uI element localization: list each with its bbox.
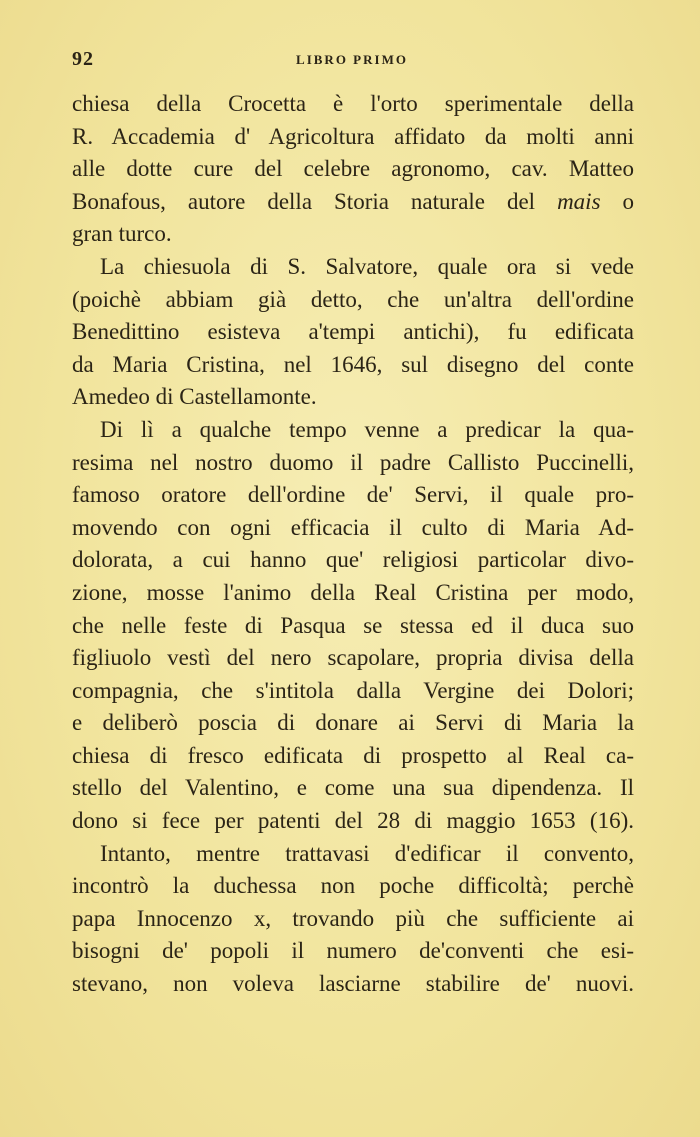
text-line: resima nel nostro duomo il padre Callisto Puccinelli, bbox=[72, 449, 634, 475]
text-line: zione, mosse l'animo della Real Cristina per modo, bbox=[72, 579, 634, 605]
paragraph bbox=[72, 88, 634, 251]
text-line: dono si fece per patenti del 28 di maggio 1653 (16). bbox=[72, 808, 634, 834]
text-line: e deliberò poscia di donare ai Servi di Maria la bbox=[72, 710, 634, 736]
italic-term: mais bbox=[557, 188, 601, 214]
text-line: Intanto, mentre trattavasi d'edificar il convento, bbox=[100, 840, 634, 866]
body-text bbox=[72, 88, 634, 1001]
text-line: stevano, non voleva lasciarne stabilire de' nuovi. bbox=[72, 971, 634, 997]
text-line: papa Innocenzo x, trovando più che sufficiente ai bbox=[72, 905, 634, 931]
text-line: figliuolo vestì del nero scapolare, propria divisa della bbox=[72, 645, 634, 671]
text-segment: o bbox=[600, 188, 634, 214]
text-line: incontrò la duchessa non poche difficoltà; perchè bbox=[72, 873, 634, 899]
paragraph bbox=[72, 414, 634, 838]
paragraph bbox=[72, 838, 634, 1001]
text-line: La chiesuola di S. Salvatore, quale ora si vede bbox=[100, 253, 634, 279]
text-line: bisogni de' popoli il numero de'conventi che esi- bbox=[72, 938, 634, 964]
text-line: che nelle feste di Pasqua se stessa ed il duca suo bbox=[72, 612, 634, 638]
text-line: movendo con ogni efficacia il culto di Maria Ad- bbox=[72, 514, 634, 540]
text-line: compagnia, che s'intitola dalla Vergine dei Dolori; bbox=[72, 677, 634, 703]
text-line: chiesa della Crocetta è l'orto sperimentale della bbox=[72, 91, 634, 116]
text-segment: Bonafous, autore della Storia naturale del bbox=[72, 188, 558, 214]
text-line: dolorata, a cui hanno que' religiosi particolar divo- bbox=[72, 547, 634, 573]
page-number: 92 bbox=[72, 48, 94, 70]
text-line: da Maria Cristina, nel 1646, sul disegno del conte bbox=[72, 351, 634, 377]
text-line: Di lì a qualche tempo venne a predicar la qua- bbox=[100, 416, 634, 442]
text-line: R. Accademia d' Agricoltura affidato da molti anni bbox=[72, 123, 634, 149]
text-line: Amedeo di Castellamonte. bbox=[72, 384, 317, 410]
text-line: (poichè abbiam già detto, che un'altra dell'ordine bbox=[72, 286, 634, 312]
text-line: famoso oratore dell'ordine de' Servi, il quale pro- bbox=[72, 482, 634, 508]
text-line: stello del Valentino, e come una sua dipendenza. Il bbox=[72, 775, 634, 801]
text-line bbox=[72, 186, 634, 219]
text-line: chiesa di fresco edificata di prospetto al Real ca- bbox=[72, 742, 634, 768]
page-header bbox=[72, 48, 632, 76]
text-line: Benedittino esisteva a'tempi antichi), fu edificata bbox=[72, 319, 634, 345]
text-line: gran turco. bbox=[72, 221, 172, 247]
paragraph bbox=[72, 251, 634, 414]
running-head: LIBRO PRIMO bbox=[296, 52, 408, 67]
text-line: alle dotte cure del celebre agronomo, cav. Matteo bbox=[72, 156, 634, 182]
